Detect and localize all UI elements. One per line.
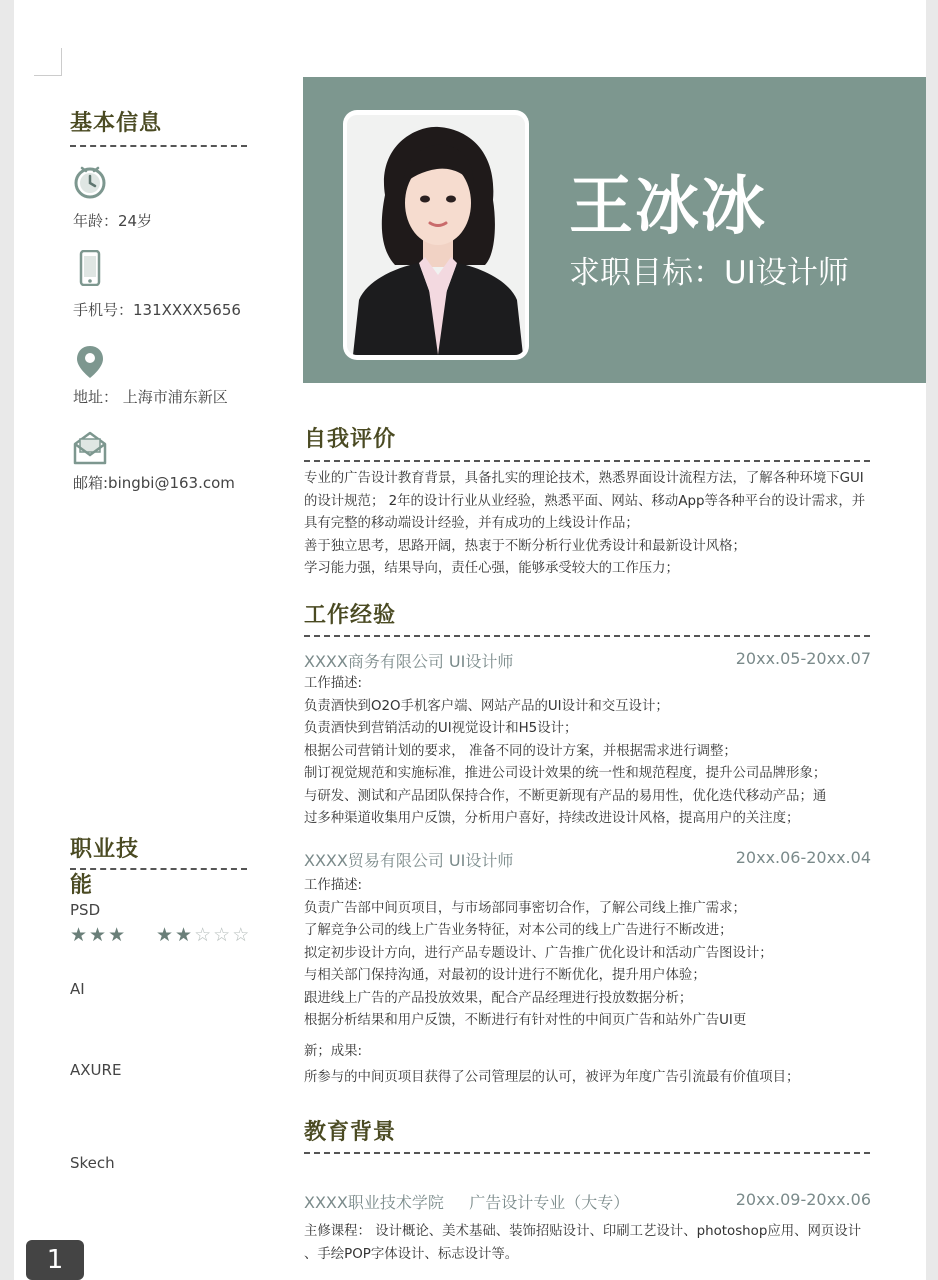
star-icon: ★ xyxy=(156,924,176,946)
skill-name: AI xyxy=(70,980,85,998)
portrait-frame xyxy=(343,110,529,360)
job-description: 工作描述: 负责酒快到O2O手机客户端、网站产品的UI设计和交互设计； 负责酒快到营销活动的UI视觉设计和H5设计； 根据公司营销计划的要求， 准备不同的设计方案，并根据需求进行调整； 制订视觉规范和实施标准，推进公司设计效果的统一性和规范程度，提升公司品牌形象； 与研发、测试和产品团队保持合作，不断更新现有产品的易用性，优化迭代移动产品；通 过多种渠道收集用户反馈，分析用户喜好，持续改进设计风格，提高用户的关注度； xyxy=(304,676,827,826)
clock-icon xyxy=(72,164,108,200)
self-eval-divider xyxy=(304,460,870,462)
star-icon: ★ xyxy=(175,924,195,946)
job-date: 20xx.06-20xx.04 xyxy=(735,848,871,867)
skill-name: AXURE xyxy=(70,1061,122,1079)
job-date: 20xx.05-20xx.07 xyxy=(735,649,871,668)
basic-info-divider xyxy=(70,145,247,147)
location-pin-icon xyxy=(72,344,108,380)
skills-divider xyxy=(70,868,247,870)
star-icon: ★ xyxy=(89,924,109,946)
education-title: 教育背景 xyxy=(304,1120,397,1145)
school-name: XXXX职业技术学院 广告设计专业（大专） xyxy=(304,1193,630,1212)
portrait-photo xyxy=(347,115,525,355)
star-icon: ★ xyxy=(70,924,90,946)
job-result: 新；成果: 所参与的中间页项目获得了公司管理层的认可，被评为年度广告引流最有价值项目； xyxy=(304,1044,800,1085)
candidate-name: 王冰冰 xyxy=(569,170,767,244)
skill-name: PSD xyxy=(70,901,101,919)
star-icon: ★ xyxy=(108,924,128,946)
star-empty-icon: ☆ xyxy=(194,924,214,946)
page-number-badge: 1 xyxy=(26,1240,84,1280)
basic-info-title: 基本信息 xyxy=(70,111,163,136)
skill-name: Skech xyxy=(70,1154,115,1172)
work-title: 工作经验 xyxy=(304,603,397,628)
phone-text: 手机号：131XXXX5656 xyxy=(73,301,241,319)
skill-stars xyxy=(156,924,251,946)
job-company: XXXX贸易有限公司 UI设计师 xyxy=(304,851,514,870)
self-eval-title: 自我评价 xyxy=(304,427,397,452)
education-courses: 主修课程： 设计概论、美术基础、装饰招贴设计、印刷工艺设计、photoshop应用、网页设计 、手绘POP字体设计、标志设计等。 xyxy=(304,1224,862,1262)
star-empty-icon: ☆ xyxy=(232,924,252,946)
skills-title-line2: 能 xyxy=(70,873,94,898)
self-eval-text: 专业的广告设计教育背景，具备扎实的理论技术，熟悉界面设计流程方法，了解各种环境下GUI 的设计规范； 2年的设计行业从业经验，熟悉平面、网站、移动App等各种平台的设计需求，并 具有完整的移动端设计经验，并有成功的上线设计作品； 善于独立思考，思路开阔，热衷于不断分析行业优秀设计和最新设计风格； 学习能力强，结果导向，责任心强，能够承受较大的工作压力； xyxy=(304,471,866,576)
header-band xyxy=(303,77,926,383)
page-corner-mark xyxy=(34,48,62,76)
resume-page xyxy=(14,0,926,1280)
mail-icon xyxy=(72,430,108,466)
phone-icon xyxy=(72,250,108,286)
work-divider xyxy=(304,635,870,637)
education-divider xyxy=(304,1152,870,1154)
education-header xyxy=(304,1190,871,1213)
job-header xyxy=(304,649,871,672)
skill-stars xyxy=(70,924,127,946)
job-description: 工作描述: 负责广告部中间页项目，与市场部同事密切合作，了解公司线上推广需求； 了解竞争公司的线上广告业务特征，对本公司的线上广告进行不断改进； 拟定初步设计方向，进行产品专题设计、广告推广优化设计和活动广告图设计； 与相关部门保持沟通，对最初的设计进行不断优化，提升用户体验； 跟进线上广告的产品投放效果，配合产品经理进行投放数据分析； 根据分析结果和用户反馈，不断进行有针对性的中间页广告和站外广告UI更 xyxy=(304,878,773,1028)
star-empty-icon: ☆ xyxy=(213,924,233,946)
job-header xyxy=(304,848,871,871)
age-text: 年龄：24岁 xyxy=(73,212,153,230)
address-text: 地址： 上海市浦东新区 xyxy=(73,388,228,406)
education-date: 20xx.09-20xx.06 xyxy=(735,1190,871,1209)
job-goal: 求职目标：UI设计师 xyxy=(569,255,849,291)
email-text: 邮箱:bingbi@163.com xyxy=(73,474,235,492)
skills-title-line1: 职业技 xyxy=(70,837,140,862)
job-company: XXXX商务有限公司 UI设计师 xyxy=(304,652,514,671)
